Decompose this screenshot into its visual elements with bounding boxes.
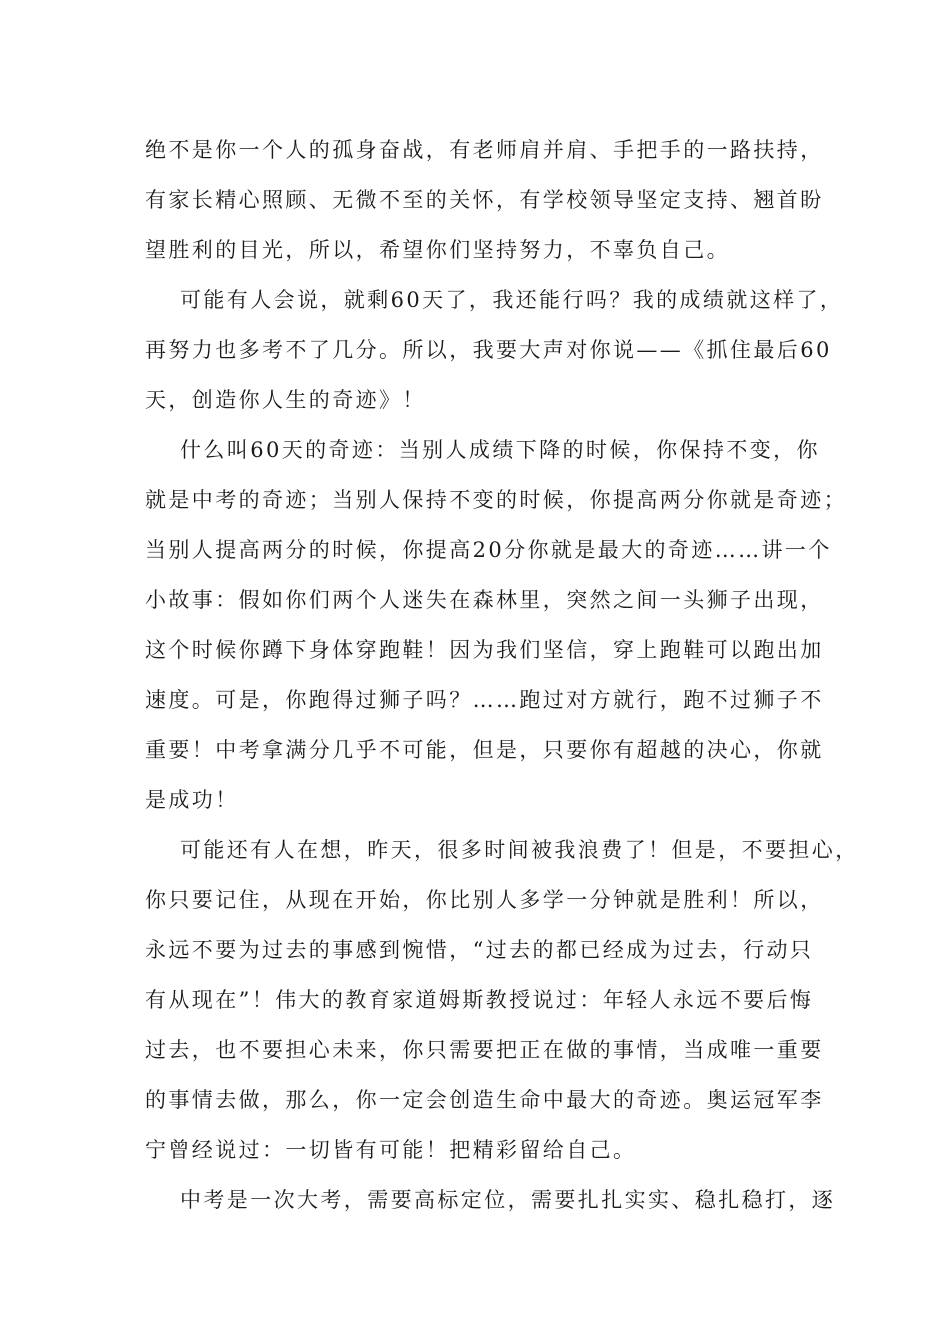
text-line: 重要！中考拿满分几乎不可能，但是，只要你有超越的决心，你就 [145,738,824,762]
text-line: 你只要记住，从现在开始，你比别人多学一分钟就是胜利！所以， [145,888,824,912]
paragraph-start-line: 可能有人会说，就剩60天了，我还能行吗？我的成绩就这样了， [180,288,844,312]
text-line: 绝不是你一个人的孤身奋战，有老师肩并肩、手把手的一路扶持， [145,138,824,162]
text-line: 望胜利的目光，所以，希望你们坚持努力，不辜负自己。 [145,238,730,262]
text-line: 宁曾经说过：一切皆有可能！把精彩留给自己。 [145,1138,637,1162]
text-line: 再努力也多考不了几分。所以，我要大声对你说——《抓住最后60 [145,338,832,362]
text-line: 是成功！ [145,788,239,812]
text-line: 这个时候你蹲下身体穿跑鞋！因为我们坚信，穿上跑鞋可以跑出加 [145,638,824,662]
text-line: 速度。可是，你跑得过狮子吗？……跑过对方就行，跑不过狮子不 [145,688,824,712]
text-line: 有从现在”！伟大的教育家道姆斯教授说过：年轻人永远不要后悔 [145,988,814,1012]
text-line: 小故事：假如你们两个人迷失在森林里，突然之间一头狮子出现， [145,588,824,612]
text-line: 有家长精心照顾、无微不至的关怀，有学校领导坚定支持、翘首盼 [145,188,824,212]
paragraph-start-line: 什么叫60天的奇迹：当别人成绩下降的时候，你保持不变，你 [180,438,820,462]
text-line: 天，创造你人生的奇迹》！ [145,388,426,412]
paragraph-start-line: 可能还有人在想，昨天，很多时间被我浪费了！但是，不要担心， [180,838,859,862]
text-line: 当别人提高两分的时候，你提高20分你就是最大的奇迹……讲一个 [145,538,832,562]
text-line: 永远不要为过去的事感到惋惜，“过去的都已经成为过去，行动只 [145,938,814,962]
text-line: 就是中考的奇迹；当别人保持不变的时候，你提高两分你就是奇迹； [145,488,847,512]
paragraph-start-line: 中考是一次大考，需要高标定位，需要扎扎实实、稳扎稳打，逐 [180,1188,836,1212]
text-line: 过去，也不要担心未来，你只需要把正在做的事情，当成唯一重要 [145,1038,824,1062]
text-line: 的事情去做，那么，你一定会创造生命中最大的奇迹。奥运冠军李 [145,1088,824,1112]
